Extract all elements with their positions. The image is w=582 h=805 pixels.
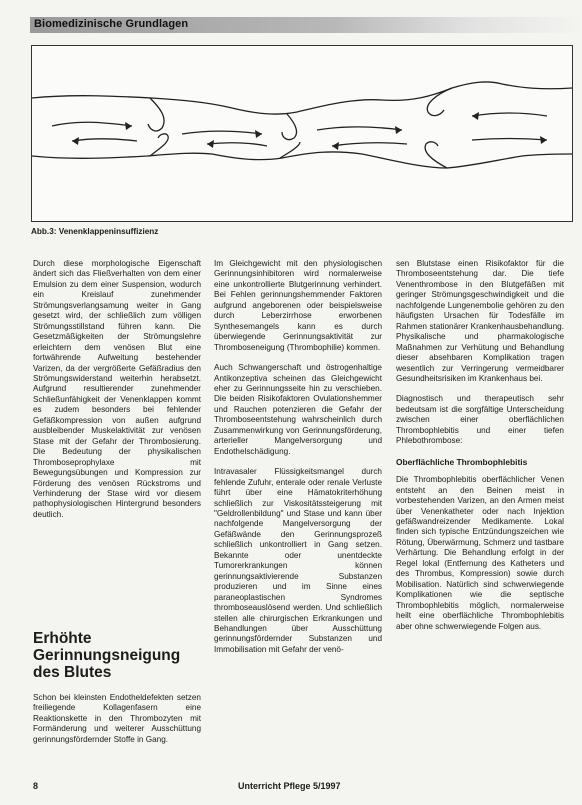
journal-citation: Unterricht Pflege 5/1997 bbox=[238, 781, 341, 791]
column-3-paragraph-2: Diagnostisch und therapeutisch sehr bedeutsam ist die sorgfältige Unterscheidung zwischen einer oberflächlichen Thrombophlebitis und einer tiefen Phlebothrombose: bbox=[396, 394, 564, 446]
column-3 bbox=[396, 259, 564, 642]
flow-line-1 bbox=[52, 122, 132, 126]
section-heading: Erhöhte Gerinnungsneigung des Blutes bbox=[33, 630, 181, 681]
valve-cusp-2-upper bbox=[282, 114, 296, 140]
arrow-head-3 bbox=[255, 130, 262, 138]
running-header bbox=[30, 17, 582, 33]
arrow-head-8 bbox=[207, 140, 214, 148]
arrow-head-7 bbox=[540, 136, 547, 144]
column-2-paragraph-2: Auch Schwangerschaft und östrogenhaltige Antikonzeptiva scheinen das Gleichgewicht eher zu Gerinnungsseite hin zu verschieben. Die beiden Risikofaktoren Ovulationshemmer und Rauchen potenzieren die Gefahr der Thromboseentstehung wahrscheinlich durch Zusammenwirkung von Gerinnungsförderung, arterieller Mangelversorgung und Endothelschädigung. bbox=[214, 363, 382, 456]
column-3-paragraph-1: sen Blutstase einen Risikofaktor für die Thromboseentstehung dar. Die tiefe Venenthrombose in den Blutgefäßen mit geringer Strömungsgeschwindigkeit und die nachfolgende Lungenembolie gehören zu den häufigsten Ursachen für Todesfälle im Rahmen stationärer Krankenhausbehandlung. Physikalische und pharmakologische Maßnahmen zur Verhütung und Behandlung dieser absehbaren Komplikation tragen wesentlich zur Verringerung vermeidbarer Gesundheitsrisiken im Krankenhaus bei. bbox=[396, 259, 564, 383]
figure-illustration bbox=[31, 45, 573, 222]
page-number: 8 bbox=[33, 781, 39, 791]
vein-lower-wall bbox=[32, 152, 572, 168]
arrow-head-2 bbox=[72, 137, 79, 145]
figure-caption: Abb.3: Venenklappeninsuffizienz bbox=[31, 227, 159, 236]
running-title: Biomedizinische Grundlagen bbox=[34, 18, 189, 30]
column-2-paragraph-1: Im Gleichgewicht mit den physiologischen Gerinnungsinhibitoren wird normalerweise eine unkontrollierte Blutgerinnung verhindert. Bei Fehlen gerinnungshemmender Faktoren aufgrund angeborenen oder beispielsweise durch Leberzirrhose erworbenen Synthesemangels kann es durch überwiegende Gerinnungsaktivität zur Thromboseneigung (Thrombophilie) kommen. bbox=[214, 259, 382, 352]
section-body bbox=[33, 693, 201, 745]
valve-cusp-1-lower bbox=[150, 134, 168, 156]
arrow-head-1 bbox=[125, 122, 132, 130]
vein-valve-drawing bbox=[32, 46, 572, 221]
column-3-paragraph-3: Die Thrombophlebitis oberflächlicher Venen entsteht an den Beinen meist in vorbestehenden Varizen, an den Armen meist über Venenkatheter oder nach Injektion gefäßwandreizender Medikamente. Lokal finden sich typische Entzündungszeichen wie Rötung, Überwärmung, Schmerz und tastbare Verhärtung. Die Behandlung erfolgt in der Regel lokal (Entfernung des Katheters und des Thrombus, Kompression) sowie durch Mobilisation. Natürlich sind schwerwiegende Komplikationen wie die septische Thrombophlebitis möglich, normalerweise heilt eine oberflächliche Thrombophlebitis aber ohne schwerwiegende Folgen aus. bbox=[396, 475, 564, 631]
flow-line-2 bbox=[72, 139, 137, 141]
valve-cusp-1-upper bbox=[148, 98, 164, 131]
arrow-head-6 bbox=[472, 112, 479, 120]
flow-line-3 bbox=[182, 131, 262, 134]
arrow-head-4 bbox=[395, 126, 402, 134]
vein-upper-wall bbox=[32, 82, 572, 114]
section-paragraph: Schon bei kleinsten Endotheldefekten setzen freiliegende Kollagenfasern eine Reaktionskette in den Thrombozyten mit Formänderung und weiterer Ausschüttung gerinnungsfördernder Stoffe in Gang. bbox=[33, 693, 201, 744]
column-2-paragraph-3: Intravasaler Flüssigkeitsmangel durch fehlende Zufuhr, enterale oder renale Verluste führt über eine Hämatokriterhöhung schließlich zur Viskositätssteigerung mit "Geldrollenbildung" und Stase und kann über nachfolgende Mangelversorgung der Gefäßwände den Gerinnungsprozeß schließlich unkontrolliert in Gang setzen. Bekannte oder unentdeckte Tumorerkrankungen können gerinnungsaktivierende Substanzen produzieren und im Sinne eines paraneoplastischen Syndromes thromboseauslösend werden. Und schließlich stellen alle chirurgischen Erkrankungen und Behandlungen über Ausschüttung gerinnungsfördernder Substanzen und Immobilisation mit Gefahr der venö- bbox=[214, 467, 382, 654]
flow-line-4 bbox=[317, 127, 402, 130]
column-1-paragraph-1: Durch diese morphologische Eigenschaft ändert sich das Fließverhalten von dem einer Emulsion zu dem einer Suspension, wodurch ein Kreislauf zunehmender Strömungsverlangsamung weiter in Gang gesetzt wird, der schließlich zum völligen Strömungsstillstand führen kann. Die Gesetzmäßigkeiten der Strömungslehre erleichtern dem venösen Blut eine fortwährende Aufweitung bestehender Varizen, da der vergrößerte Gefäßradius den Strömungswiderstand weiterhin herabsetzt. Aufgrund resultierender zunehmender Schließunfähigkeit der Venenklappen kommt es zudem besonders bei fehlender Gefäßkompression von außen aufgrund ausbleibender Muskelaktivität zur venösen Stase mit der Gefahr der Thrombosierung. Die Bedeutung der physikalischen Thromboseprophylaxe mit Bewegungsübungen und Kompression zur Förderung des venösen Rückstroms und Verhinderung der Stase wird vor diesem pathophysiologischen Hintergrund besonders deutlich. bbox=[33, 259, 201, 519]
flow-line-5 bbox=[332, 143, 407, 146]
column-1 bbox=[33, 259, 201, 530]
flow-line-6 bbox=[472, 113, 547, 116]
column-2 bbox=[214, 259, 382, 665]
arrow-head-5 bbox=[332, 142, 339, 150]
flow-line-8 bbox=[207, 143, 267, 146]
valve-cusp-3-lower bbox=[425, 142, 447, 168]
flow-line-7 bbox=[472, 139, 547, 141]
column-3-subheading: Oberflächliche Thrombophlebitis bbox=[396, 456, 528, 467]
